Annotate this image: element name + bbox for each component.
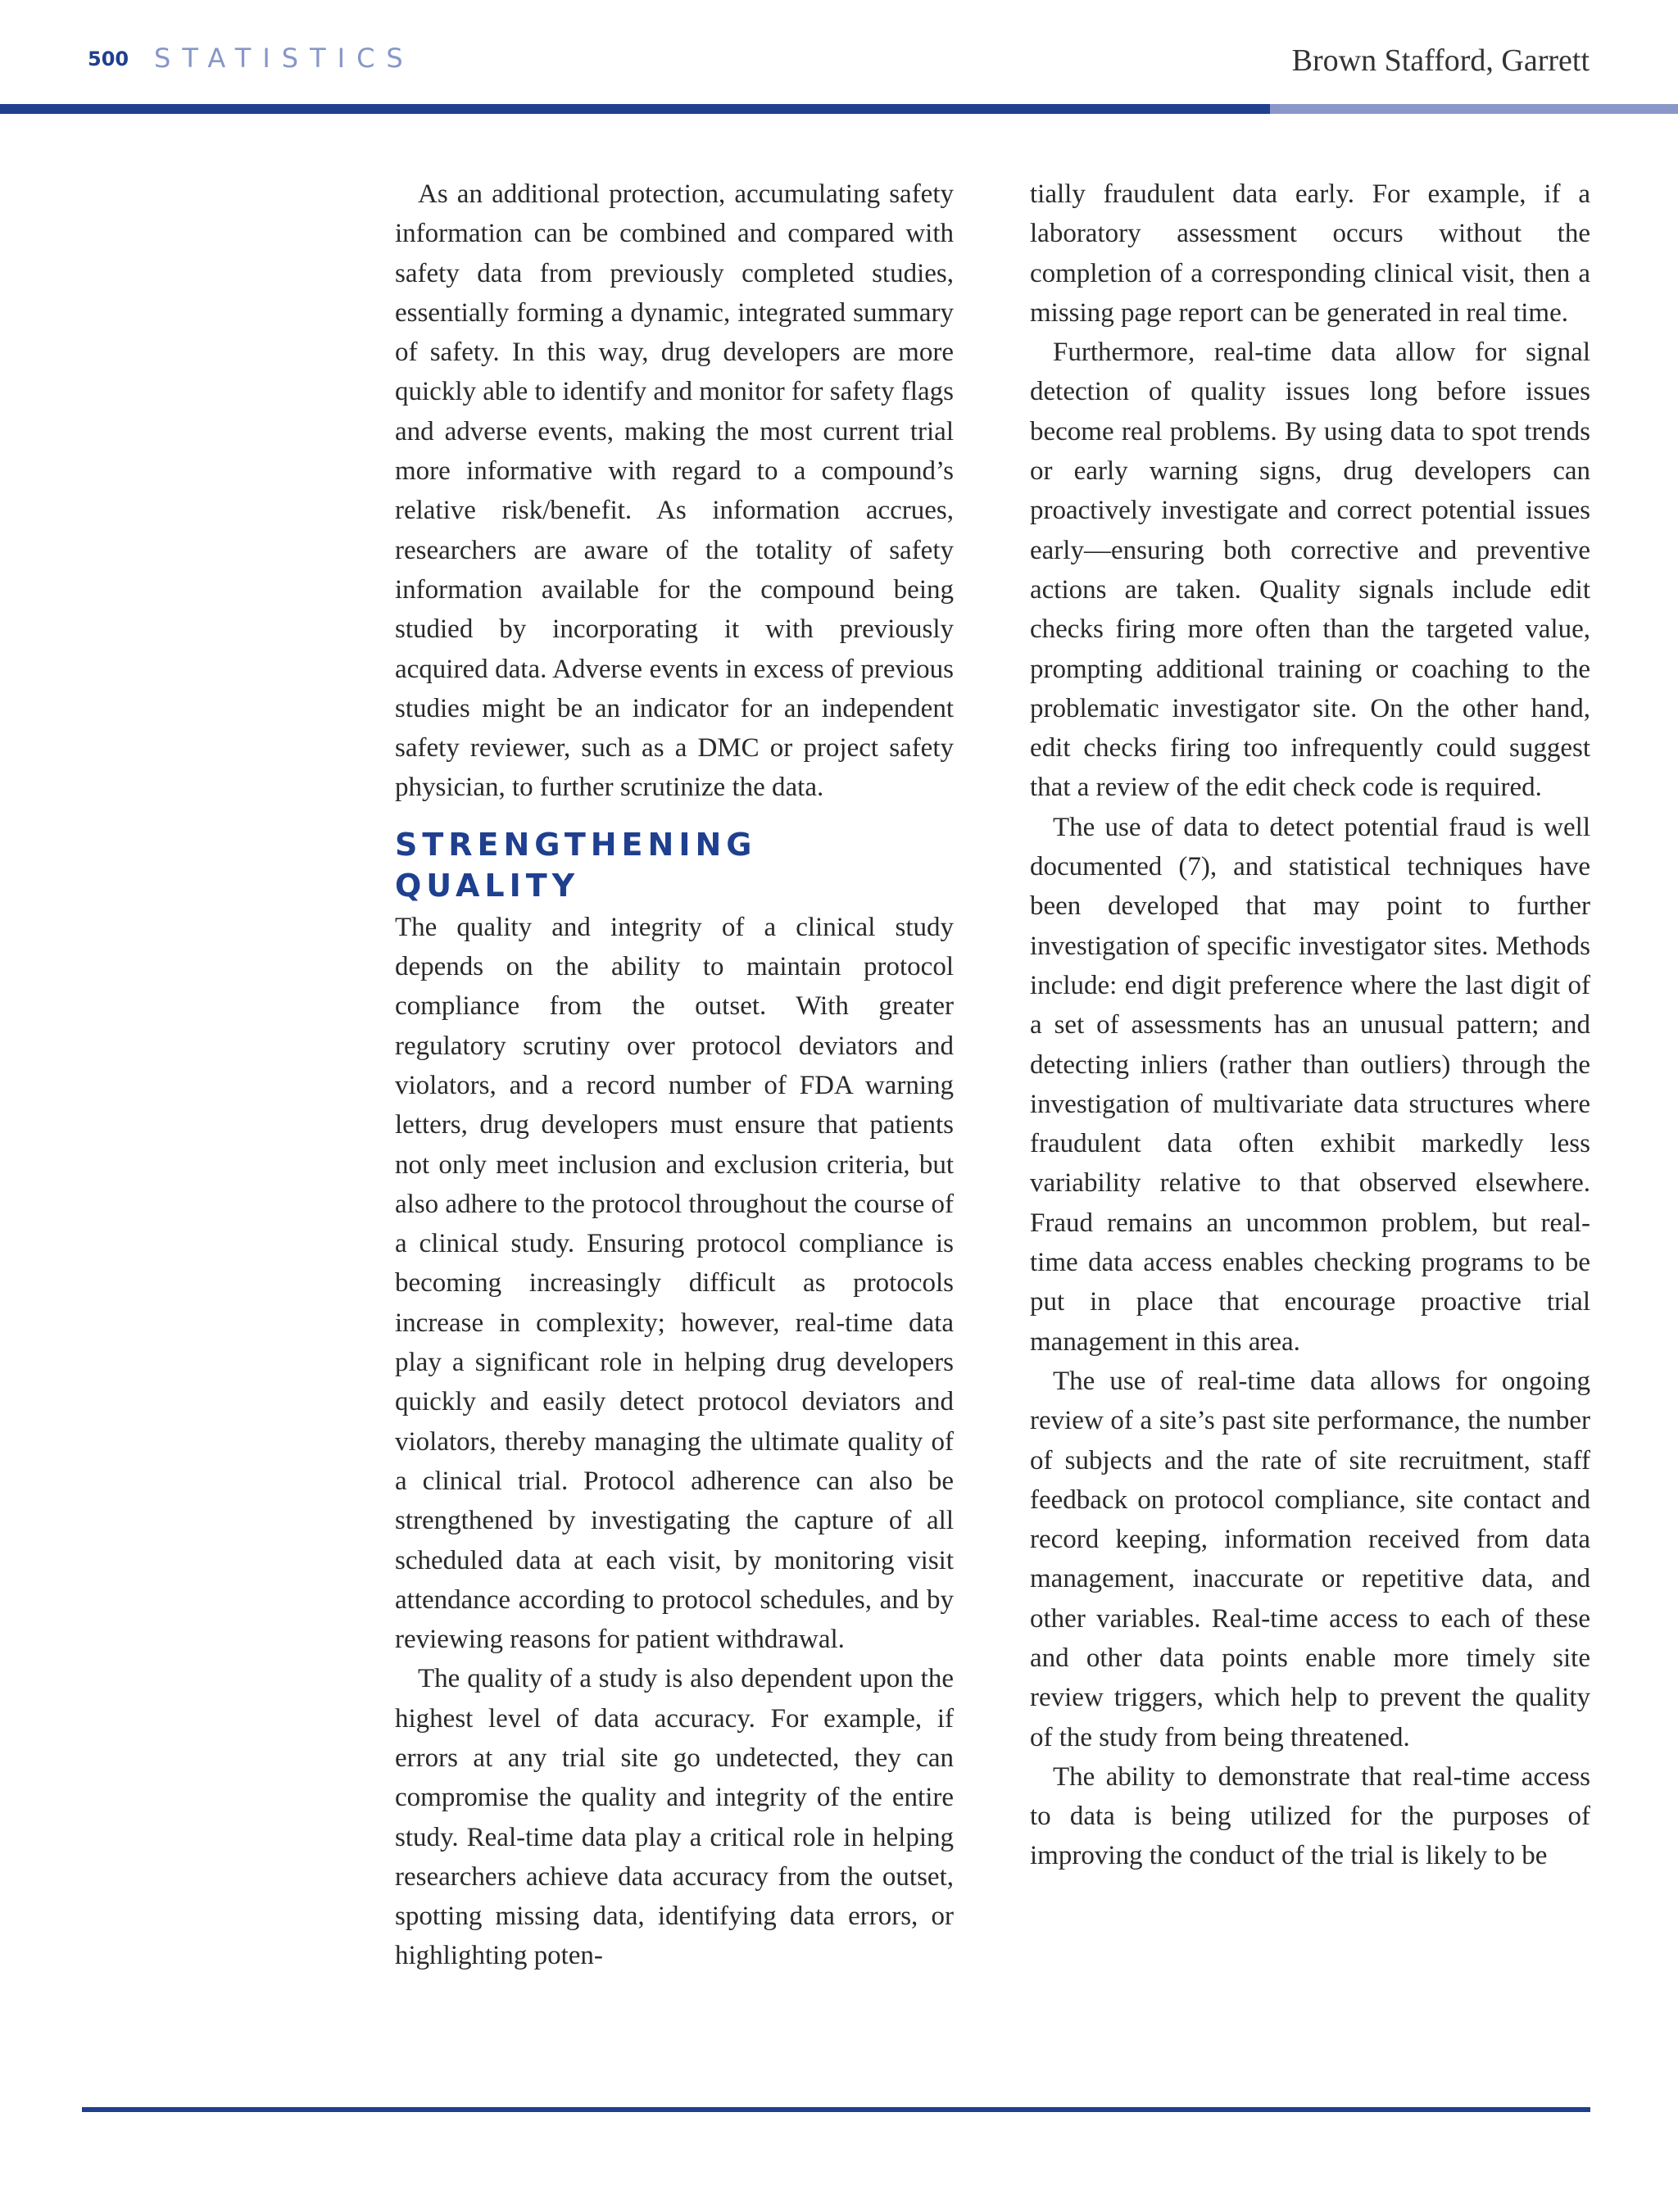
data-accuracy-paragraph-part1: The quality of a study is also dependent upon the highest level of data accuracy. For example, if errors at any trial site go undetected, they can compromise the quality and integrity of the entire study. Real-time data play a critical role in helping researchers achieve data accuracy from the outset, spotting missing data, identifying data errors, or highlighting poten- xyxy=(395,1664,954,1971)
running-section-label: STATISTICS xyxy=(154,43,415,74)
fraud-detection-paragraph: The use of data to detect potential fraud is well documented (7), and statistical techniques have been developed that may point to further investigation of specific investigator sites. Methods include: end digit preference where the last digit of a set of assessments has an unusual pattern; and detecting inliers (rather than outliers) through the investigation of multivariate data structures where fraudulent data often exhibit markedly less variability relative to that observed elsewhere. Fraud remains an uncommon problem, but real-time data access enables checking programs to be put in place that encourage proactive trial management in this area. xyxy=(1030,812,1590,1357)
footer-rule xyxy=(82,2107,1590,2112)
page-header xyxy=(0,0,1678,115)
section-heading: STRENGTHENING QUALITY xyxy=(395,826,757,904)
trial-conduct-paragraph: The ability to demonstrate that real-time access to data is being utilized for the purposes of improving the conduct of the trial is likely to be xyxy=(1030,1761,1590,1871)
running-authors: Brown Stafford, Garrett xyxy=(1291,43,1590,78)
page-number: 500 xyxy=(88,48,129,70)
intro-paragraph: As an additional protection, accumulating safety information can be combined and compared with safety data from previously completed studies, essentially forming a dynamic, integrated summary of safety. In this way, drug developers are more quickly able to identify and monitor for safety flags and adverse events, making the most current trial more informative with regard to a compound’s relative risk/benefit. As information accrues, researchers are aware of the totality of safety information available for the compound being studied by incorporating it with previously acquired data. Adverse events in excess of previous studies might be an indicator for an independent safety reviewer, such as a DMC or project safety physician, to further scrutinize the data. xyxy=(395,179,954,803)
signal-detection-paragraph: Furthermore, real-time data allow for signal detection of quality issues long before issues become real problems. By using data to spot trends or early warning signs, drug developers can proactively investigate and correct potential issues early—ensuring both corrective and preventive actions are taken. Quality signals include edit checks firing more often than the targeted value, prompting additional training or coaching to the problematic investigator site. On the other hand, edit checks firing too infrequently could suggest that a review of the edit check code is required. xyxy=(1030,338,1590,803)
right-text-column xyxy=(1030,175,1590,1876)
header-rule-light xyxy=(1270,104,1678,114)
site-review-paragraph: The use of real-time data allows for ongoing review of a site’s past site performance, the number of subjects and the rate of site recruitment, staff feedback on protocol compliance, site contact and record keeping, information received from data management, inaccurate or repetitive data, and other variables. Real-time access to each of these and other data points enable more timely site review triggers, which help to prevent the quality of the study from being threatened. xyxy=(1030,1366,1590,1752)
header-rule-dark xyxy=(0,104,1270,114)
data-accuracy-paragraph-part2: tially fraudulent data early. For example, if a laboratory assessment occurs without the completion of a corresponding clinical visit, then a missing page report can be generated in real time. xyxy=(1030,179,1590,328)
quality-integrity-paragraph: The quality and integrity of a clinical study depends on the ability to maintain protocol compliance from the outset. With greater regulatory scrutiny over protocol deviators and violators, and a record number of FDA warning letters, drug developers must ensure that patients not only meet inclusion and exclusion criteria, but also adhere to the protocol throughout the course of a clinical study. Ensuring protocol compliance is becoming increasingly difficult as protocols increase in complexity; however, real-time data play a significant role in helping drug developers quickly and easily detect protocol deviators and violators, thereby managing the ultimate quality of a clinical trial. Protocol adherence can also be strengthened by investigating the capture of all scheduled data at each visit, by monitoring visit attendance according to protocol schedules, and by reviewing reasons for patient withdrawal. xyxy=(395,912,954,1655)
left-text-column xyxy=(395,175,954,1976)
